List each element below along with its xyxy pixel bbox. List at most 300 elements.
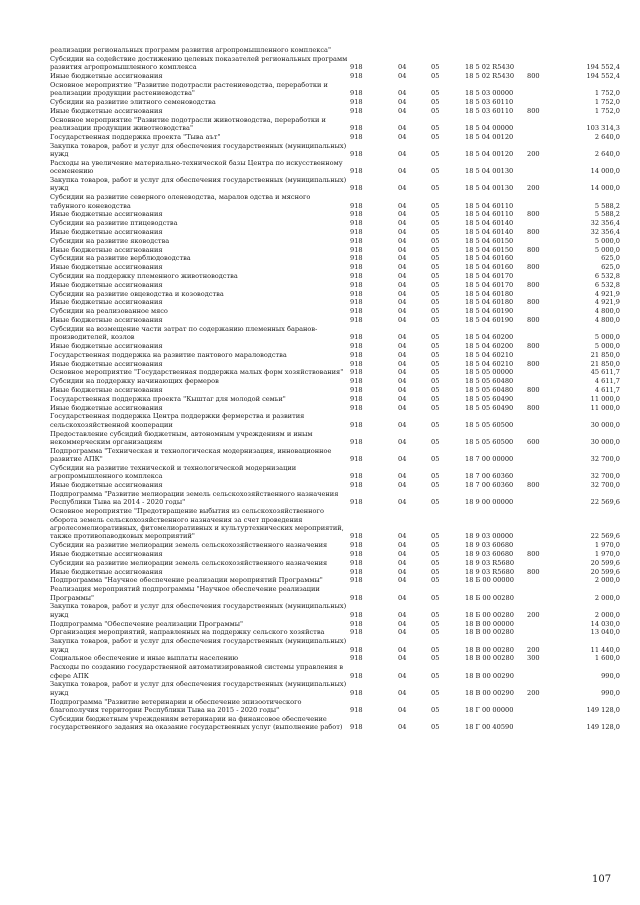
row-section-code: 04	[398, 532, 407, 541]
row-grbs-code: 918	[350, 558, 363, 567]
row-expense-type-code	[527, 663, 572, 680]
row-name: Субсидии на развитие яководства	[50, 236, 170, 245]
table-row	[50, 107, 622, 116]
row-subsection-code: 05	[431, 437, 440, 446]
row-subsection-code: 05	[431, 271, 440, 280]
row-amount: 32 700,0	[590, 481, 620, 490]
row-grbs-code: 918	[350, 150, 363, 158]
table-row	[50, 176, 622, 193]
row-expense-type-code: 800	[527, 403, 540, 412]
row-target-article-code	[465, 46, 527, 55]
row-expense-type-code	[527, 715, 572, 732]
table-row	[50, 254, 622, 263]
table-row	[50, 272, 622, 281]
table-row	[50, 81, 622, 98]
row-grbs-code: 918	[350, 498, 363, 507]
row-section-code: 04	[398, 654, 407, 663]
row-expense-type-code	[527, 237, 572, 246]
row-subsection-code: 05	[431, 472, 440, 481]
row-grbs-code: 918	[350, 307, 363, 316]
row-name: Государственная поддержка на развитие пантового мараловодства	[50, 350, 287, 359]
row-section-code: 04	[398, 63, 407, 72]
row-grbs-code: 918	[350, 289, 363, 298]
row-subsection-code: 05	[431, 132, 440, 141]
table-row	[50, 541, 622, 550]
row-grbs-code: 918	[350, 567, 363, 576]
row-expense-type-code	[527, 559, 572, 568]
budget-table	[50, 46, 622, 732]
row-target-article-code: 18 В 00 00290	[465, 688, 514, 697]
row-expense-type-code: 800	[527, 210, 540, 219]
table-row	[50, 412, 622, 429]
row-subsection-code: 05	[431, 350, 440, 359]
row-amount: 990,0	[601, 671, 620, 680]
row-section-code: 04	[398, 132, 407, 141]
table-row	[50, 307, 622, 316]
row-subsection-code: 05	[431, 549, 440, 558]
row-grbs-code: 918	[350, 437, 363, 446]
row-expense-type-code	[527, 193, 572, 210]
row-subsection-code: 05	[431, 481, 440, 490]
row-amount: 4 921,9	[594, 298, 620, 307]
row-section-code: 04	[398, 359, 407, 368]
row-expense-type-code: 600	[527, 437, 540, 446]
table-row	[50, 72, 622, 81]
row-expense-type-code: 800	[527, 385, 540, 394]
row-name: Иные бюджетные ассигнования	[50, 210, 163, 219]
row-section-code: 04	[398, 420, 407, 429]
row-expense-type-code	[527, 507, 572, 541]
row-target-article-code: 18 5 04 60110	[465, 210, 514, 219]
row-target-article-code: 18 5 04 60170	[465, 271, 514, 280]
row-target-article-code: 18 5 04 60140	[465, 219, 514, 228]
row-amount: 2 000,0	[594, 576, 620, 585]
row-section-code: 04	[398, 567, 407, 576]
row-expense-type-code	[527, 395, 572, 404]
row-grbs-code: 918	[350, 106, 363, 115]
row-expense-type-code: 800	[527, 280, 540, 289]
row-amount: 6 532,8	[594, 271, 620, 280]
row-name: Основное мероприятие "Развитие подотрасли животноводства, переработки и реализации продукции животноводства"	[50, 115, 326, 132]
row-name: Основное мероприятие "Предотвращение выбытия из сельскохозяйственного оборота земель сельскохозяйственного назначения за счет проведения агролесомелиоративных, фитомелиоративных и культуртехнических мероприятий, также противопаводковых мероприятий"	[50, 507, 344, 541]
table-row	[50, 637, 622, 654]
row-section-code: 04	[398, 705, 407, 714]
row-amount: 45 611,7	[590, 368, 620, 377]
row-name: Иные бюджетные ассигнования	[50, 280, 163, 289]
row-name: Иные бюджетные ассигнования	[50, 106, 163, 115]
row-expense-type-code	[527, 628, 572, 637]
row-subsection-code: 05	[431, 541, 440, 550]
row-amount: 11 000,0	[590, 403, 620, 412]
row-target-article-code: 18 9 03 60680	[465, 549, 514, 558]
row-target-article-code: 18 7 00 00000	[465, 455, 514, 464]
row-amount: 4 800,0	[594, 315, 620, 324]
table-row	[50, 680, 622, 697]
row-subsection-code: 05	[431, 307, 440, 316]
row-grbs-code: 918	[350, 420, 363, 429]
row-amount: 4 611,7	[594, 377, 620, 386]
row-expense-type-code	[527, 585, 572, 602]
row-target-article-code: 18 7 00 60360	[465, 472, 514, 481]
row-name: Закупка товаров, работ и услуг для обеспечения государственных (муниципальных) нужд	[50, 176, 347, 193]
row-name: Субсидии бюджетным учреждениям ветеринарии на финансовое обеспечение государственного задания на оказание государственных услуг (выполнение работ)	[50, 714, 343, 732]
row-subsection-code: 05	[431, 210, 440, 219]
row-name: Иные бюджетные ассигнования	[50, 549, 163, 558]
row-subsection-code: 05	[431, 254, 440, 263]
row-name: Иные бюджетные ассигнования	[50, 315, 163, 324]
row-name: Закупка товаров, работ и услуг для обеспечения государственных (муниципальных) нужд	[50, 680, 347, 697]
row-grbs-code: 918	[350, 654, 363, 663]
row-target-article-code: 18 5 04 60180	[465, 289, 514, 298]
row-subsection-code: 05	[431, 245, 440, 254]
table-row	[50, 246, 622, 255]
row-section-code: 04	[398, 289, 407, 298]
row-subsection-code: 05	[431, 628, 440, 637]
row-expense-type-code: 800	[527, 263, 540, 272]
table-row	[50, 585, 622, 602]
row-grbs-code: 918	[350, 236, 363, 245]
row-name: Расходы на увеличение материально-технической базы Центра по искусственному осеменению	[50, 158, 343, 176]
row-amount: 149 128,0	[586, 705, 620, 714]
row-expense-type-code: 800	[527, 245, 540, 254]
row-subsection-code: 05	[431, 263, 440, 272]
row-grbs-code: 918	[350, 72, 363, 80]
row-section-code: 04	[398, 688, 407, 697]
row-expense-type-code	[527, 447, 572, 464]
row-grbs-code	[350, 46, 398, 55]
row-grbs-code: 918	[350, 184, 363, 193]
table-row	[50, 602, 622, 619]
row-grbs-code: 918	[350, 280, 363, 289]
row-expense-type-code: 800	[527, 298, 540, 307]
row-expense-type-code	[527, 541, 572, 550]
row-grbs-code: 918	[350, 228, 363, 236]
table-row	[50, 481, 622, 490]
row-subsection-code: 05	[431, 394, 440, 403]
row-expense-type-code	[527, 325, 572, 342]
table-row	[50, 55, 622, 72]
row-section-code: 04	[398, 280, 407, 289]
table-row	[50, 263, 622, 272]
table-row	[50, 447, 622, 464]
row-subsection-code: 05	[431, 333, 440, 342]
row-subsection-code: 05	[431, 228, 440, 236]
table-row	[50, 654, 622, 663]
table-row	[50, 715, 622, 732]
row-name: Субсидии на поддержку начинающих фермеров	[50, 377, 219, 386]
row-target-article-code: 18 5 02 R5430	[465, 63, 515, 72]
table-row	[50, 404, 622, 413]
row-subsection-code: 05	[431, 106, 440, 115]
row-target-article-code: 18 9 00 00000	[465, 498, 514, 507]
row-target-article-code: 18 Б 00 00000	[465, 576, 514, 585]
row-section-code: 04	[398, 210, 407, 219]
row-grbs-code: 918	[350, 333, 363, 342]
row-amount: 1 970,0	[594, 549, 620, 558]
row-name: Организация мероприятий, направленных на поддержку сельского хозяйства	[50, 628, 325, 637]
table-row	[50, 316, 622, 325]
row-amount: 22 569,6	[590, 532, 620, 541]
row-amount: 4 800,0	[594, 307, 620, 316]
row-amount: 625,0	[601, 263, 620, 272]
row-target-article-code: 18 5 04 60190	[465, 315, 514, 324]
row-amount: 194 552,4	[586, 72, 620, 80]
row-amount: 32 700,0	[590, 472, 620, 481]
row-section-code: 04	[398, 541, 407, 550]
row-grbs-code: 918	[350, 124, 363, 132]
row-expense-type-code	[527, 351, 572, 360]
row-target-article-code: 18 5 04 00120	[465, 132, 514, 141]
row-subsection-code: 05	[431, 89, 440, 98]
row-grbs-code: 918	[350, 532, 363, 541]
row-amount: 20 599,6	[590, 567, 620, 576]
row-target-article-code: 18 5 04 60150	[465, 245, 514, 254]
row-expense-type-code: 200	[527, 184, 540, 193]
row-amount: 5 000,0	[594, 245, 620, 254]
row-target-article-code: 18 Г 00 00000	[465, 705, 514, 714]
row-amount: 14 030,0	[590, 619, 620, 628]
row-name: Иные бюджетные ассигнования	[50, 228, 163, 236]
row-expense-type-code	[527, 576, 572, 585]
row-grbs-code: 918	[350, 628, 363, 637]
row-subsection-code: 05	[431, 315, 440, 324]
row-section-code: 04	[398, 455, 407, 464]
row-section-code: 04	[398, 610, 407, 619]
table-row	[50, 142, 622, 159]
row-name: Иные бюджетные ассигнования	[50, 359, 163, 368]
table-row	[50, 377, 622, 386]
row-section-code: 04	[398, 201, 407, 210]
row-name: Реализация мероприятий подпрограммы "Научное обеспечение реализации Программы"	[50, 585, 320, 602]
row-name: Основное мероприятие "Развитие подотрасли растениеводства, переработки и реализации продукции растениеводства"	[50, 80, 328, 98]
row-expense-type-code: 200	[527, 645, 540, 654]
row-amount: 5 000,0	[594, 333, 620, 342]
table-row	[50, 98, 622, 107]
row-expense-type-code	[527, 377, 572, 386]
row-section-code: 04	[398, 671, 407, 680]
table-row	[50, 281, 622, 290]
row-name: Иные бюджетные ассигнования	[50, 481, 163, 490]
row-amount: 2 000,0	[594, 610, 620, 619]
row-target-article-code: 18 5 04 00130	[465, 184, 514, 193]
row-amount: 11 440,0	[590, 645, 620, 654]
row-target-article-code: 18 5 03 00000	[465, 89, 514, 98]
row-grbs-code: 918	[350, 455, 363, 464]
row-name: Закупка товаров, работ и услуг для обеспечения государственных (муниципальных) нужд	[50, 141, 347, 158]
row-grbs-code: 918	[350, 541, 363, 550]
row-subsection-code: 05	[431, 124, 440, 132]
row-grbs-code: 918	[350, 254, 363, 263]
row-expense-type-code	[527, 412, 572, 429]
row-name: Государственная поддержка проекта "Кыштаг для молодой семьи"	[50, 394, 286, 403]
row-target-article-code: 18 5 05 60490	[465, 403, 514, 412]
row-section-code: 04	[398, 472, 407, 481]
row-grbs-code: 918	[350, 132, 363, 141]
row-section-code: 04	[398, 350, 407, 359]
row-subsection-code: 05	[431, 645, 440, 654]
row-section-code: 04	[398, 254, 407, 263]
row-section-code: 04	[398, 593, 407, 602]
row-section-code: 04	[398, 394, 407, 403]
row-subsection-code: 05	[431, 688, 440, 697]
row-grbs-code: 918	[350, 89, 363, 98]
row-grbs-code: 918	[350, 671, 363, 680]
row-name: Субсидии на развитие элитного семеноводства	[50, 98, 216, 106]
row-expense-type-code	[527, 307, 572, 316]
row-name: Субсидии на возмещение части затрат по содержанию племенных баранов-производителей, козлов	[50, 324, 318, 342]
row-subsection-code: 05	[431, 98, 440, 106]
table-row	[50, 464, 622, 481]
table-row	[50, 228, 622, 237]
row-target-article-code: 18 5 04 60190	[465, 307, 514, 316]
row-section-code: 04	[398, 298, 407, 307]
row-target-article-code: 18 5 03 60110	[465, 98, 514, 106]
row-amount: 21 850,0	[590, 359, 620, 368]
table-row	[50, 559, 622, 568]
row-expense-type-code: 800	[527, 341, 540, 350]
row-target-article-code: 18 5 04 60170	[465, 280, 514, 289]
row-grbs-code: 918	[350, 271, 363, 280]
budget-table-body	[50, 46, 622, 732]
row-amount: 2 640,0	[594, 150, 620, 158]
row-grbs-code: 918	[350, 481, 363, 490]
row-subsection-code: 05	[431, 298, 440, 307]
row-target-article-code: 18 5 02 R5430	[465, 72, 515, 80]
row-name: Субсидии на развитие мелиорации земель сельскохозяйственного назначения	[50, 541, 328, 550]
row-section-code: 04	[398, 245, 407, 254]
row-grbs-code: 918	[350, 359, 363, 368]
table-row	[50, 490, 622, 507]
row-target-article-code: 18 5 05 60490	[465, 394, 514, 403]
table-row	[50, 325, 622, 342]
row-grbs-code: 918	[350, 610, 363, 619]
row-target-article-code: 18 5 05 60500	[465, 437, 514, 446]
row-amount: 5 588,2	[594, 201, 620, 210]
table-row	[50, 507, 622, 541]
row-subsection-code: 05	[431, 619, 440, 628]
row-target-article-code: 18 5 04 60200	[465, 333, 514, 342]
row-section-code: 04	[398, 498, 407, 507]
row-target-article-code: 18 Б 00 00280	[465, 593, 514, 602]
row-target-article-code: 18 5 04 60110	[465, 201, 514, 210]
row-grbs-code: 918	[350, 245, 363, 254]
row-grbs-code: 918	[350, 472, 363, 481]
row-subsection-code: 05	[431, 576, 440, 585]
row-subsection-code: 05	[431, 72, 440, 80]
row-expense-type-code	[527, 620, 572, 629]
row-target-article-code: 18 5 05 00000	[465, 368, 514, 377]
row-expense-type-code	[527, 698, 572, 715]
row-section-code: 04	[398, 333, 407, 342]
row-name: Социальное обеспечение и иные выплаты населению	[50, 654, 239, 663]
row-subsection-code: 05	[431, 385, 440, 394]
row-target-article-code: 18 В 00 00280	[465, 654, 514, 663]
row-amount: 32 356,4	[590, 228, 620, 236]
row-expense-type-code	[527, 254, 572, 263]
row-amount: 5 000,0	[594, 341, 620, 350]
row-section-code: 04	[398, 558, 407, 567]
table-row	[50, 342, 622, 351]
table-row	[50, 395, 622, 404]
row-amount: 32 700,0	[590, 455, 620, 464]
row-section-code: 04	[398, 549, 407, 558]
row-target-article-code: 18 В 00 00280	[465, 628, 514, 637]
row-amount: 2 640,0	[594, 132, 620, 141]
row-expense-type-code: 200	[527, 150, 540, 158]
row-subsection-code: 05	[431, 377, 440, 386]
row-target-article-code: 18 5 04 60160	[465, 263, 514, 272]
row-name: Иные бюджетные ассигнования	[50, 403, 163, 412]
row-subsection-code: 05	[431, 219, 440, 228]
row-grbs-code: 918	[350, 315, 363, 324]
row-target-article-code: 18 7 00 60360	[465, 481, 514, 490]
row-amount: 22 569,6	[590, 498, 620, 507]
row-name: Иные бюджетные ассигнования	[50, 245, 163, 254]
row-subsection-code: 05	[431, 63, 440, 72]
row-target-article-code: 18 5 04 60210	[465, 359, 514, 368]
row-name: Государственная поддержка проекта "Тыва аът"	[50, 132, 221, 141]
row-expense-type-code	[527, 55, 572, 72]
row-expense-type-code	[527, 272, 572, 281]
row-section-code: 04	[398, 403, 407, 412]
table-row	[50, 628, 622, 637]
row-amount: 5 588,2	[594, 210, 620, 219]
row-grbs-code: 918	[350, 549, 363, 558]
row-grbs-code: 918	[350, 723, 363, 732]
row-name: Субсидии на развитие овцеводства и козоводства	[50, 289, 224, 298]
row-name: Субсидии на развитие птицеводства	[50, 219, 178, 228]
row-subsection-code: 05	[431, 280, 440, 289]
row-section-code	[398, 46, 431, 55]
row-section-code: 04	[398, 271, 407, 280]
row-target-article-code: 18 В 00 00000	[465, 619, 514, 628]
row-name: Субсидии на содействие достижению целевых показателей региональных программ развития агропромышленного комплекса	[50, 54, 348, 72]
row-amount: 1 600,0	[594, 654, 620, 663]
row-expense-type-code: 800	[527, 549, 540, 558]
row-section-code: 04	[398, 106, 407, 115]
row-section-code: 04	[398, 72, 407, 80]
row-expense-type-code: 300	[527, 654, 540, 663]
row-section-code: 04	[398, 437, 407, 446]
row-name: Закупка товаров, работ и услуг для обеспечения государственных (муниципальных) нужд	[50, 637, 347, 654]
row-amount: 13 040,0	[590, 628, 620, 637]
row-subsection-code: 05	[431, 532, 440, 541]
row-grbs-code: 918	[350, 368, 363, 377]
row-expense-type-code: 800	[527, 481, 540, 490]
row-expense-type-code	[527, 81, 572, 98]
row-amount: 990,0	[601, 688, 620, 697]
row-section-code: 04	[398, 645, 407, 654]
row-amount: 30 000,0	[590, 420, 620, 429]
row-grbs-code: 918	[350, 341, 363, 350]
row-grbs-code: 918	[350, 63, 363, 72]
row-expense-type-code	[527, 133, 572, 142]
table-row	[50, 298, 622, 307]
row-section-code: 04	[398, 236, 407, 245]
row-amount: 6 532,8	[594, 280, 620, 289]
row-subsection-code: 05	[431, 201, 440, 210]
row-expense-type-code: 800	[527, 359, 540, 368]
row-amount: 4 611,7	[594, 385, 620, 394]
row-subsection-code: 05	[431, 236, 440, 245]
row-section-code: 04	[398, 481, 407, 490]
row-grbs-code: 918	[350, 576, 363, 585]
row-target-article-code: 18 9 03 00000	[465, 532, 514, 541]
row-expense-type-code: 800	[527, 315, 540, 324]
table-row	[50, 360, 622, 369]
row-target-article-code: 18 5 04 00120	[465, 150, 514, 158]
table-row	[50, 159, 622, 176]
